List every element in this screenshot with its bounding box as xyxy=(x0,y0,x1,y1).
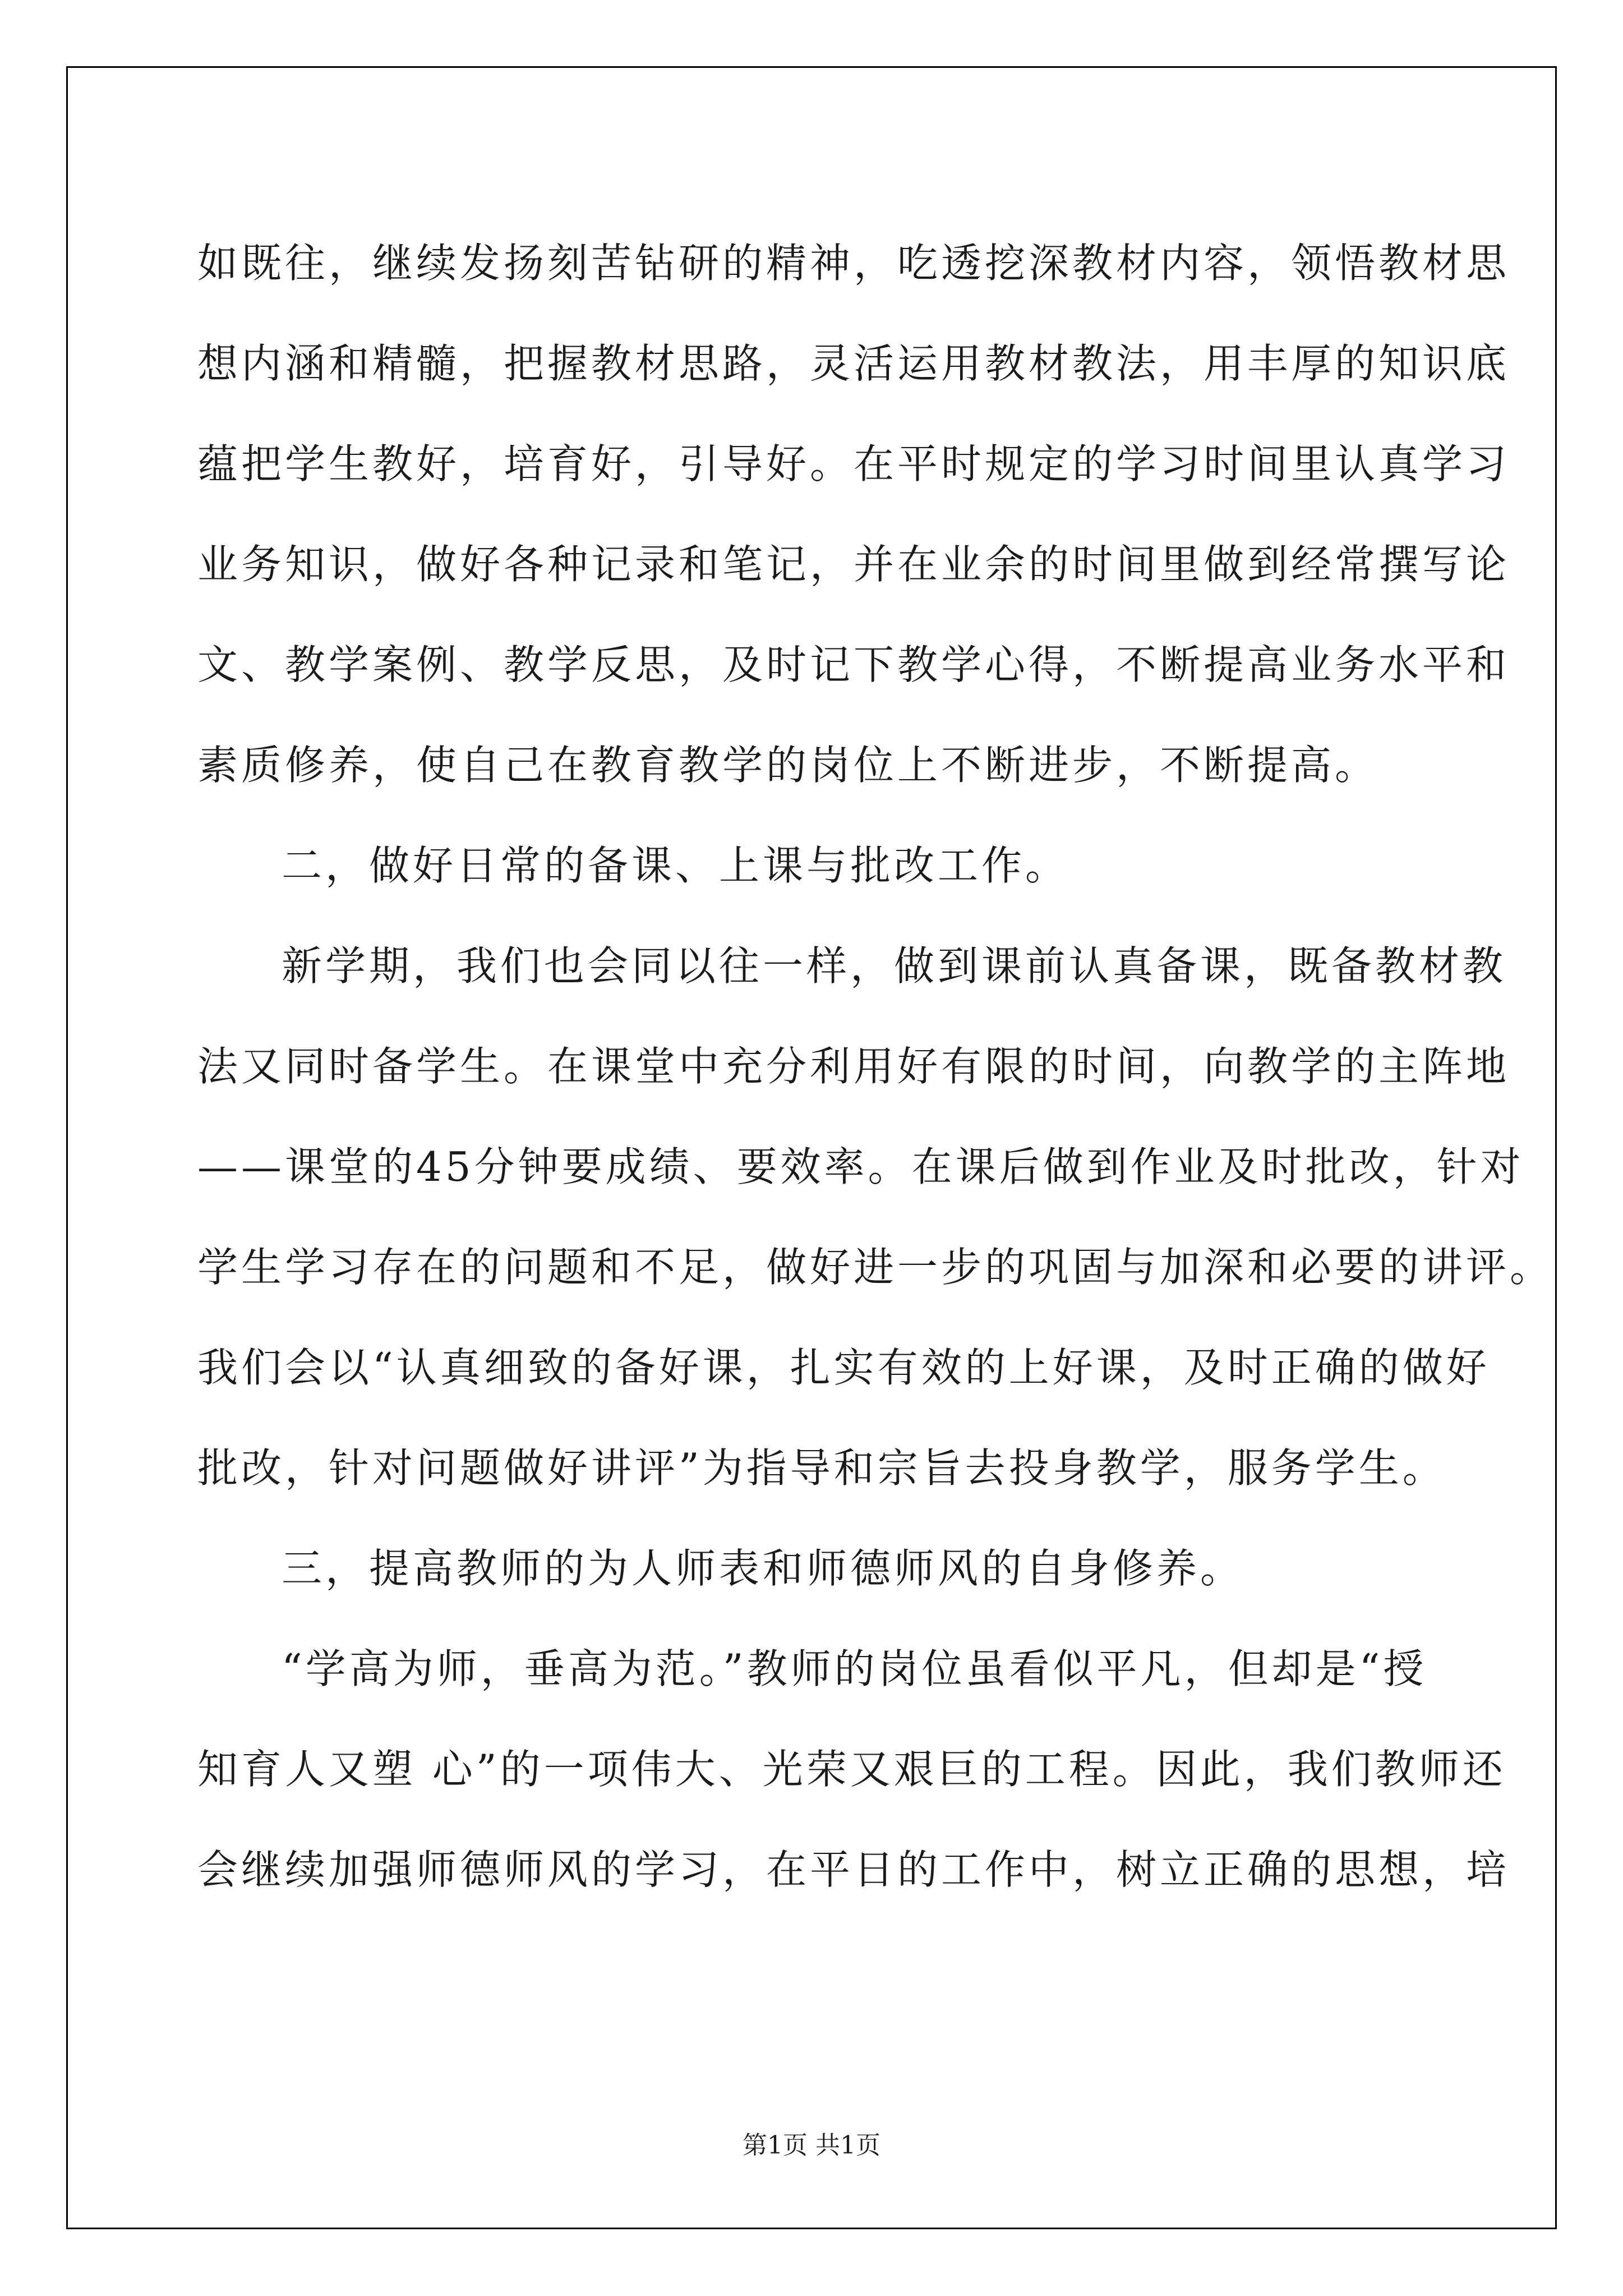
text-line: 我们会以“认真细致的备好课，扎实有效的上好课，及时正确的做好 xyxy=(197,1344,1490,1391)
text-line: “学高为师，垂高为范。”教师的岗位虽看似平凡，但却是“授 xyxy=(282,1645,1427,1692)
text-line: 想内涵和精髓，把握教材思路，灵活运用教材教法，用丰厚的知识底 xyxy=(197,340,1510,387)
text-line: 蕴把学生教好，培育好，引导好。在平时规定的学习时间里认真学习 xyxy=(197,440,1510,487)
text-line: 素质修养，使自己在教育教学的岗位上不断进步，不断提高。 xyxy=(197,742,1379,789)
text-line: 批改，针对问题做好讲评”为指导和宗旨去投身教学，服务学生。 xyxy=(197,1444,1446,1492)
text-line: 知育人又塑 心”的一项伟大、光荣又艰巨的工程。因此，我们教师还 xyxy=(197,1746,1506,1793)
text-line: ——课堂的45分钟要成绩、要效率。在课后做到作业及时批改，针对 xyxy=(197,1143,1524,1190)
section-heading: 三，提高教师的为人师表和师德师风的自身修养。 xyxy=(282,1545,1244,1592)
text-line: 如既往，继续发扬刻苦钻研的精神，吃透挖深教材内容，领悟教材思 xyxy=(197,240,1510,287)
text-line: 文、教学案例、教学反思，及时记下教学心得，不断提高业务水平和 xyxy=(197,641,1510,688)
section-heading: 二，做好日常的备课、上课与批改工作。 xyxy=(282,842,1069,889)
page-footer: 第1页 共1页 xyxy=(743,2131,880,2160)
text-line: 法又同时备学生。在课堂中充分利用好有限的时间，向教学的主阵地 xyxy=(197,1043,1510,1090)
text-line: 会继续加强师德师风的学习，在平日的工作中，树立正确的思想，培 xyxy=(197,1846,1510,1893)
text-line: 学生学习存在的问题和不足，做好进一步的巩固与加深和必要的讲评。 xyxy=(197,1244,1554,1291)
document-body xyxy=(197,213,1554,1920)
text-line: 业务知识，做好各种记录和笔记，并在业余的时间里做到经常撰写论 xyxy=(197,541,1510,588)
text-line: 新学期，我们也会同以往一样，做到课前认真备课，既备教材教 xyxy=(282,942,1507,990)
